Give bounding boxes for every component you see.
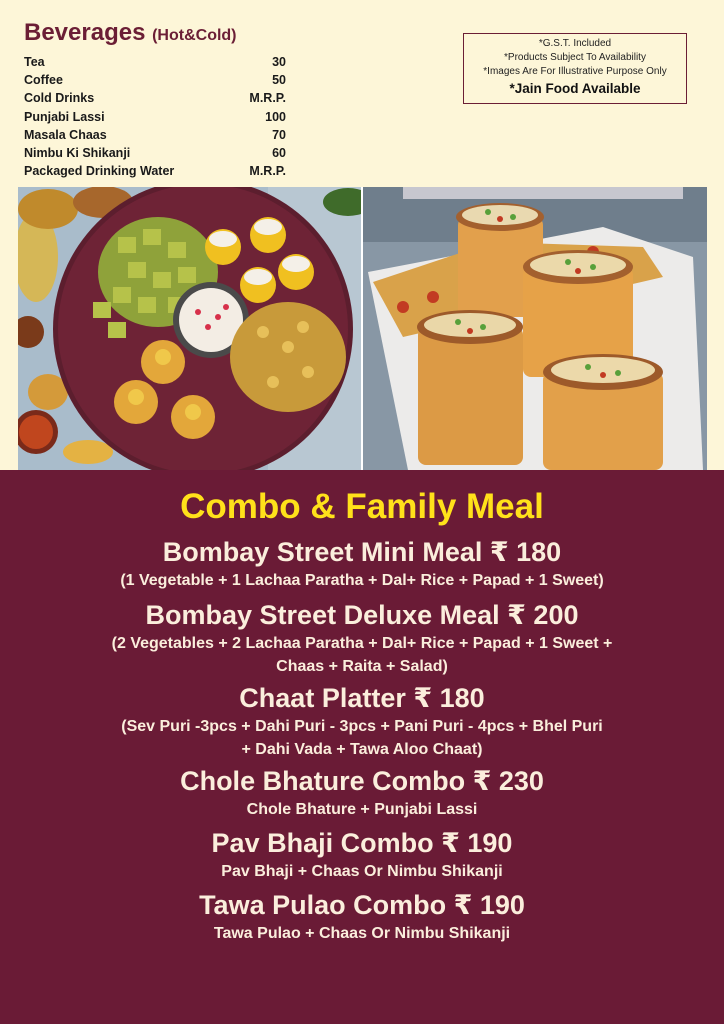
notice-availability: *Products Subject To Availability <box>504 52 646 63</box>
combo-meal-item <box>0 599 724 678</box>
notice-box <box>463 33 687 104</box>
beverage-price: 100 <box>265 109 286 124</box>
beverage-item <box>24 89 286 107</box>
beverage-price: 60 <box>272 146 286 161</box>
combo-title: Combo & Family Meal <box>180 487 544 526</box>
beverage-price: 30 <box>272 55 286 69</box>
meal-name: Bombay Street Mini Meal ₹ 180 <box>162 537 562 567</box>
chaat-platter-photo <box>18 187 361 470</box>
beverage-item <box>24 53 286 71</box>
meal-description: Tawa Pulao + Chaas Or Nimbu Shikanji <box>213 925 511 942</box>
combo-meal-item <box>0 536 724 592</box>
meal-description: (Sev Puri -3pcs + Dahi Puri - 3pcs + Pani Puri - 4pcs + Bhel Puri + Dahi Vada + Tawa Aloo Chaat) <box>121 718 603 758</box>
notice-images: *Images Are For Illustrative Purpose Only <box>483 66 667 77</box>
beverage-price: 70 <box>272 127 286 142</box>
beverage-name: Tea <box>24 55 45 69</box>
beverages-heading <box>24 18 286 51</box>
beverage-item <box>24 71 286 89</box>
meal-description: (1 Vegetable + 1 Lachaa Paratha + Dal+ Rice + Papad + 1 Sweet) <box>120 572 604 589</box>
beverage-item <box>24 126 286 144</box>
beverage-price: M.R.P. <box>249 164 286 179</box>
combo-meal-item <box>0 889 724 945</box>
meal-description: Chole Bhature + Punjabi Lassi <box>246 801 478 818</box>
beverages-title: Beverages <box>24 19 146 46</box>
beverage-price: 50 <box>272 73 286 88</box>
notice-gst: *G.S.T. Included <box>538 38 612 49</box>
combo-meal-item <box>0 765 724 821</box>
pav-cups-photo <box>363 187 707 470</box>
beverage-price: M.R.P. <box>249 91 286 106</box>
beverage-item <box>24 108 286 126</box>
beverage-name: Packaged Drinking Water <box>24 164 175 179</box>
beverages-subtitle: (Hot&Cold) <box>152 27 237 44</box>
beverage-item <box>24 162 286 180</box>
combo-meal-item <box>0 827 724 883</box>
meal-name: Chole Bhature Combo ₹ 230 <box>180 766 544 796</box>
beverages-list <box>24 53 286 180</box>
meal-description: Pav Bhaji + Chaas Or Nimbu Shikanji <box>221 863 503 880</box>
beverage-name: Masala Chaas <box>24 127 107 142</box>
notice-jain-food: *Jain Food Available <box>509 81 641 96</box>
meal-name: Chaat Platter ₹ 180 <box>239 683 485 713</box>
meal-name: Tawa Pulao Combo ₹ 190 <box>199 890 525 920</box>
beverage-name: Cold Drinks <box>24 91 95 106</box>
food-photos <box>18 187 707 470</box>
beverage-item <box>24 144 286 162</box>
beverage-name: Coffee <box>24 73 63 88</box>
combo-panel <box>0 470 724 1024</box>
meal-description: (2 Vegetables + 2 Lachaa Paratha + Dal+ Rice + Papad + 1 Sweet + Chaas + Raita + Salad) <box>111 635 613 675</box>
meal-name: Pav Bhaji Combo ₹ 190 <box>211 828 513 858</box>
beverage-name: Nimbu Ki Shikanji <box>24 146 131 161</box>
beverage-name: Punjabi Lassi <box>24 109 105 124</box>
combo-meal-item <box>0 682 724 761</box>
beverages-section <box>24 18 286 180</box>
meal-name: Bombay Street Deluxe Meal ₹ 200 <box>145 600 579 630</box>
